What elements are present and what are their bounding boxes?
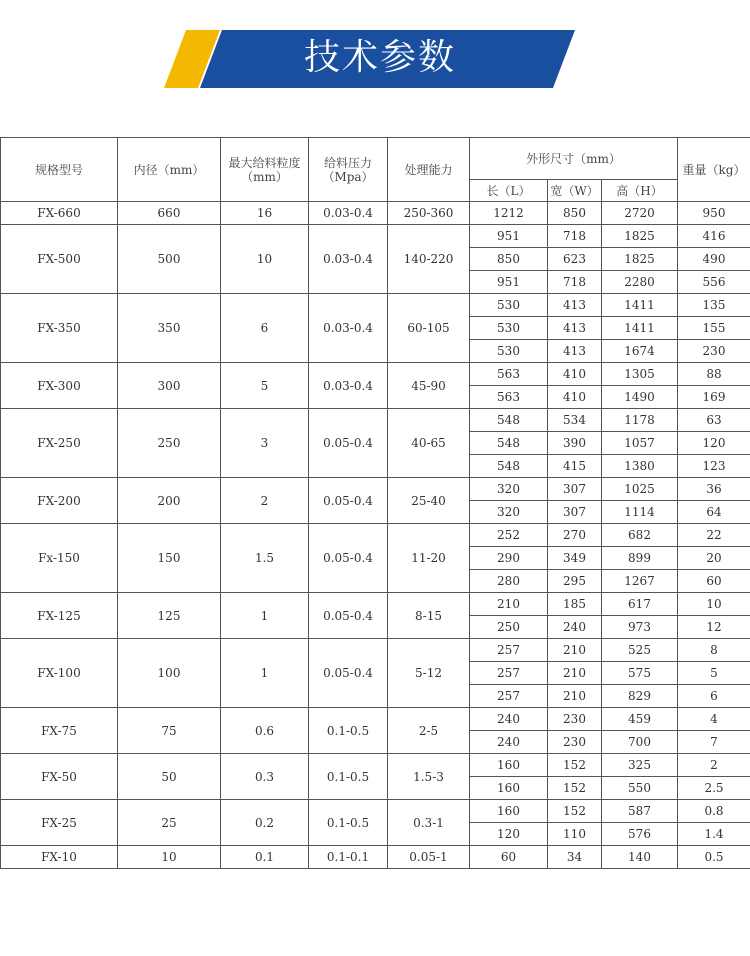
cell-weight: 230	[678, 340, 750, 363]
cell-feed-pressure: 0.05-0.4	[309, 639, 388, 708]
cell-length: 530	[470, 317, 548, 340]
cell-width: 718	[548, 225, 602, 248]
cell-weight: 4	[678, 708, 750, 731]
cell-width: 349	[548, 547, 602, 570]
cell-length: 257	[470, 662, 548, 685]
cell-inner-diameter: 150	[118, 524, 221, 593]
cell-height: 2720	[602, 202, 678, 225]
cell-weight: 36	[678, 478, 750, 501]
cell-weight: 556	[678, 271, 750, 294]
cell-length: 210	[470, 593, 548, 616]
cell-feed-pressure: 0.03-0.4	[309, 363, 388, 409]
cell-height: 1057	[602, 432, 678, 455]
cell-weight: 6	[678, 685, 750, 708]
cell-weight: 950	[678, 202, 750, 225]
cell-feed-pressure: 0.1-0.5	[309, 708, 388, 754]
cell-width: 307	[548, 501, 602, 524]
cell-inner-diameter: 250	[118, 409, 221, 478]
cell-inner-diameter: 10	[118, 846, 221, 869]
cell-inner-diameter: 350	[118, 294, 221, 363]
table-row	[1, 478, 750, 501]
cell-max-feed: 10	[221, 225, 309, 294]
cell-length: 160	[470, 777, 548, 800]
cell-max-feed: 3	[221, 409, 309, 478]
cell-model: FX-50	[1, 754, 118, 800]
cell-height: 617	[602, 593, 678, 616]
cell-weight: 7	[678, 731, 750, 754]
cell-model: FX-660	[1, 202, 118, 225]
cell-height: 700	[602, 731, 678, 754]
cell-capacity: 140-220	[388, 225, 470, 294]
table-row	[1, 294, 750, 317]
cell-weight: 8	[678, 639, 750, 662]
cell-width: 718	[548, 271, 602, 294]
cell-width: 230	[548, 708, 602, 731]
cell-inner-diameter: 75	[118, 708, 221, 754]
cell-width: 240	[548, 616, 602, 639]
cell-max-feed: 5	[221, 363, 309, 409]
cell-inner-diameter: 200	[118, 478, 221, 524]
cell-height: 576	[602, 823, 678, 846]
cell-height: 1025	[602, 478, 678, 501]
cell-weight: 63	[678, 409, 750, 432]
cell-length: 257	[470, 639, 548, 662]
cell-height: 525	[602, 639, 678, 662]
cell-height: 1825	[602, 225, 678, 248]
table-row	[1, 846, 750, 869]
cell-width: 34	[548, 846, 602, 869]
cell-length: 530	[470, 340, 548, 363]
cell-length: 320	[470, 501, 548, 524]
cell-length: 563	[470, 363, 548, 386]
cell-width: 110	[548, 823, 602, 846]
cell-capacity: 11-20	[388, 524, 470, 593]
cell-length: 548	[470, 455, 548, 478]
cell-length: 548	[470, 432, 548, 455]
cell-weight: 0.5	[678, 846, 750, 869]
cell-max-feed: 1	[221, 593, 309, 639]
cell-height: 550	[602, 777, 678, 800]
cell-inner-diameter: 25	[118, 800, 221, 846]
cell-width: 210	[548, 639, 602, 662]
header-inner-diameter: 内径（mm）	[118, 138, 221, 202]
cell-width: 413	[548, 317, 602, 340]
table-row	[1, 708, 750, 731]
cell-weight: 155	[678, 317, 750, 340]
cell-length: 850	[470, 248, 548, 271]
header-feed-pressure: 给料压力（Mpa）	[309, 138, 388, 202]
cell-weight: 60	[678, 570, 750, 593]
cell-length: 240	[470, 731, 548, 754]
cell-weight: 490	[678, 248, 750, 271]
table-row	[1, 524, 750, 547]
cell-height: 1305	[602, 363, 678, 386]
cell-max-feed: 1	[221, 639, 309, 708]
cell-width: 185	[548, 593, 602, 616]
cell-width: 410	[548, 386, 602, 409]
cell-width: 210	[548, 662, 602, 685]
cell-height: 829	[602, 685, 678, 708]
cell-inner-diameter: 100	[118, 639, 221, 708]
cell-model: Fx-150	[1, 524, 118, 593]
cell-height: 682	[602, 524, 678, 547]
cell-capacity: 40-65	[388, 409, 470, 478]
cell-capacity: 25-40	[388, 478, 470, 524]
cell-model: FX-350	[1, 294, 118, 363]
cell-feed-pressure: 0.05-0.4	[309, 478, 388, 524]
cell-inner-diameter: 300	[118, 363, 221, 409]
cell-capacity: 250-360	[388, 202, 470, 225]
cell-length: 280	[470, 570, 548, 593]
cell-weight: 12	[678, 616, 750, 639]
cell-height: 2280	[602, 271, 678, 294]
cell-feed-pressure: 0.1-0.1	[309, 846, 388, 869]
cell-weight: 64	[678, 501, 750, 524]
table-row	[1, 225, 750, 248]
cell-weight: 10	[678, 593, 750, 616]
cell-max-feed: 0.3	[221, 754, 309, 800]
cell-model: FX-250	[1, 409, 118, 478]
cell-length: 160	[470, 754, 548, 777]
cell-weight: 5	[678, 662, 750, 685]
cell-model: FX-125	[1, 593, 118, 639]
cell-width: 410	[548, 363, 602, 386]
cell-height: 899	[602, 547, 678, 570]
header-height: 高（H）	[602, 180, 678, 202]
header-max-feed: 最大给料粒度（mm）	[221, 138, 309, 202]
cell-height: 587	[602, 800, 678, 823]
header-capacity: 处理能力	[388, 138, 470, 202]
cell-length: 160	[470, 800, 548, 823]
page-title: 技术参数	[303, 37, 456, 78]
cell-capacity: 45-90	[388, 363, 470, 409]
cell-height: 1411	[602, 294, 678, 317]
cell-width: 390	[548, 432, 602, 455]
cell-width: 295	[548, 570, 602, 593]
cell-model: FX-100	[1, 639, 118, 708]
cell-width: 623	[548, 248, 602, 271]
cell-capacity: 0.05-1	[388, 846, 470, 869]
header-width: 宽（W）	[548, 180, 602, 202]
table-row	[1, 593, 750, 616]
cell-model: FX-500	[1, 225, 118, 294]
cell-inner-diameter: 125	[118, 593, 221, 639]
spec-table	[0, 137, 750, 869]
cell-length: 951	[470, 271, 548, 294]
cell-width: 850	[548, 202, 602, 225]
cell-inner-diameter: 500	[118, 225, 221, 294]
cell-weight: 2	[678, 754, 750, 777]
cell-width: 413	[548, 340, 602, 363]
spec-table-body	[1, 202, 750, 869]
cell-feed-pressure: 0.05-0.4	[309, 524, 388, 593]
cell-height: 1380	[602, 455, 678, 478]
cell-max-feed: 2	[221, 478, 309, 524]
cell-inner-diameter: 660	[118, 202, 221, 225]
cell-weight: 169	[678, 386, 750, 409]
cell-length: 120	[470, 823, 548, 846]
cell-feed-pressure: 0.05-0.4	[309, 593, 388, 639]
cell-width: 152	[548, 754, 602, 777]
cell-width: 307	[548, 478, 602, 501]
cell-feed-pressure: 0.03-0.4	[309, 225, 388, 294]
cell-width: 270	[548, 524, 602, 547]
cell-length: 530	[470, 294, 548, 317]
table-row	[1, 754, 750, 777]
table-row	[1, 800, 750, 823]
cell-max-feed: 0.2	[221, 800, 309, 846]
cell-capacity: 5-12	[388, 639, 470, 708]
cell-width: 210	[548, 685, 602, 708]
cell-feed-pressure: 0.1-0.5	[309, 800, 388, 846]
cell-max-feed: 1.5	[221, 524, 309, 593]
cell-weight: 1.4	[678, 823, 750, 846]
cell-length: 240	[470, 708, 548, 731]
cell-width: 534	[548, 409, 602, 432]
cell-weight: 416	[678, 225, 750, 248]
cell-model: FX-200	[1, 478, 118, 524]
cell-length: 951	[470, 225, 548, 248]
header-model: 规格型号	[1, 138, 118, 202]
cell-capacity: 2-5	[388, 708, 470, 754]
cell-length: 290	[470, 547, 548, 570]
cell-length: 257	[470, 685, 548, 708]
cell-width: 230	[548, 731, 602, 754]
cell-weight: 2.5	[678, 777, 750, 800]
cell-height: 459	[602, 708, 678, 731]
cell-height: 1825	[602, 248, 678, 271]
cell-weight: 20	[678, 547, 750, 570]
cell-capacity: 60-105	[388, 294, 470, 363]
cell-weight: 120	[678, 432, 750, 455]
cell-weight: 88	[678, 363, 750, 386]
cell-model: FX-75	[1, 708, 118, 754]
cell-length: 1212	[470, 202, 548, 225]
header-weight: 重量（kg）	[678, 138, 750, 202]
cell-model: FX-25	[1, 800, 118, 846]
header-length: 长（L）	[470, 180, 548, 202]
cell-height: 575	[602, 662, 678, 685]
cell-height: 1411	[602, 317, 678, 340]
header-dimensions: 外形尺寸（mm）	[470, 138, 678, 180]
cell-length: 548	[470, 409, 548, 432]
title-banner	[0, 0, 750, 110]
cell-feed-pressure: 0.05-0.4	[309, 409, 388, 478]
cell-feed-pressure: 0.03-0.4	[309, 294, 388, 363]
cell-height: 1490	[602, 386, 678, 409]
cell-height: 140	[602, 846, 678, 869]
cell-length: 563	[470, 386, 548, 409]
cell-weight: 123	[678, 455, 750, 478]
cell-height: 1674	[602, 340, 678, 363]
cell-length: 60	[470, 846, 548, 869]
cell-max-feed: 16	[221, 202, 309, 225]
cell-width: 152	[548, 777, 602, 800]
cell-length: 320	[470, 478, 548, 501]
cell-model: FX-300	[1, 363, 118, 409]
cell-weight: 0.8	[678, 800, 750, 823]
cell-length: 252	[470, 524, 548, 547]
cell-height: 973	[602, 616, 678, 639]
table-row	[1, 639, 750, 662]
cell-height: 1267	[602, 570, 678, 593]
cell-max-feed: 6	[221, 294, 309, 363]
table-row	[1, 202, 750, 225]
cell-weight: 135	[678, 294, 750, 317]
cell-feed-pressure: 0.03-0.4	[309, 202, 388, 225]
cell-width: 413	[548, 294, 602, 317]
table-row	[1, 409, 750, 432]
cell-height: 1114	[602, 501, 678, 524]
cell-inner-diameter: 50	[118, 754, 221, 800]
cell-max-feed: 0.1	[221, 846, 309, 869]
cell-capacity: 1.5-3	[388, 754, 470, 800]
cell-width: 152	[548, 800, 602, 823]
cell-max-feed: 0.6	[221, 708, 309, 754]
cell-width: 415	[548, 455, 602, 478]
cell-capacity: 0.3-1	[388, 800, 470, 846]
cell-model: FX-10	[1, 846, 118, 869]
cell-height: 1178	[602, 409, 678, 432]
cell-height: 325	[602, 754, 678, 777]
cell-capacity: 8-15	[388, 593, 470, 639]
cell-length: 250	[470, 616, 548, 639]
cell-weight: 22	[678, 524, 750, 547]
cell-feed-pressure: 0.1-0.5	[309, 754, 388, 800]
table-row	[1, 363, 750, 386]
